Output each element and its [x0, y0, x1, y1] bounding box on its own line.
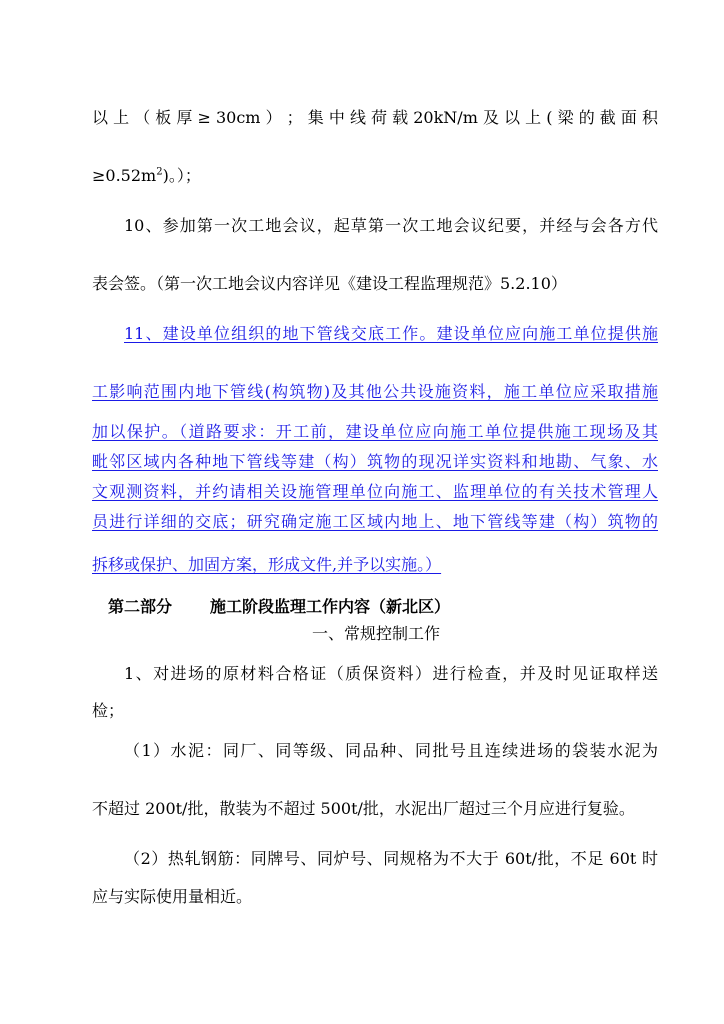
p2-line2-text: 表会签。（第一次工地会议内容详见《建设工程监理规范》5.2.10） — [92, 274, 567, 293]
section-title: 施工阶段监理工作内容（新北区） — [210, 597, 451, 616]
p1-line2-sup: 2 — [156, 166, 163, 178]
p3-line6-text[interactable]: 员进行详细的交底；研究确定施工区域内地上、地下管线等建（构）筑物的 — [92, 512, 658, 531]
p6-line1-text: （2）热轧钢筋：同牌号、同炉号、同规格为不大于 60t/批，不足 60t 时 — [124, 849, 658, 868]
section-subtitle: 一、常规控制工作 — [312, 624, 441, 643]
p5-line1-text: （1）水泥：同厂、同等级、同品种、同批号且连续进场的袋装水泥为 — [124, 741, 658, 760]
section-part-label: 第二部分 — [108, 597, 173, 616]
p3-line2-text[interactable]: 工影响范围内地下管线(构筑物)及其他公共设施资料，施工单位应采取措施 — [92, 382, 658, 401]
p3-line3-text[interactable]: 加以保护。（道路要求：开工前，建设单位应向施工单位提供施工现场及其 — [92, 422, 658, 441]
p1-line2-post: )。）； — [162, 166, 201, 185]
p3-line4-text[interactable]: 毗邻区域内各种地下管线等建（构）筑物的现况详实资料和地勘、气象、水 — [92, 452, 658, 471]
p5-line2-text: 不超过 200t/批，散装为不超过 500t/批，水泥出厂超过三个月应进行复验。 — [92, 799, 635, 818]
p3-line1-text[interactable]: 11、建设单位组织的地下管线交底工作。建设单位应向施工单位提供施 — [124, 324, 658, 343]
p3-line7-text[interactable]: 拆移或保护、加固方案，形成文件,并予以实施。） — [92, 555, 442, 574]
p2-line1-text: 10、参加第一次工地会议，起草第一次工地会议纪要，并经与会各方代 — [124, 216, 658, 235]
p6-line2-text: 应与实际使用量相近。 — [92, 887, 253, 906]
p1-line2-pre: ≥0.52m — [92, 166, 157, 185]
p1-line1-text: 以 上 （ 板 厚 ≥ 30cm ） ； 集 中 线 荷 载 20kN/m 及 以 上 ( 梁 的 截 面 积 — [92, 108, 658, 127]
p4-line1-text: 1、对进场的原材料合格证（质保资料）进行检查，并及时见证取样送 — [124, 664, 658, 683]
p3-line5-text[interactable]: 文观测资料，并约请相关设施管理单位向施工、监理单位的有关技术管理人 — [92, 482, 658, 501]
p1-line2-text — [92, 166, 201, 186]
p4-line2-text: 检； — [92, 701, 125, 720]
